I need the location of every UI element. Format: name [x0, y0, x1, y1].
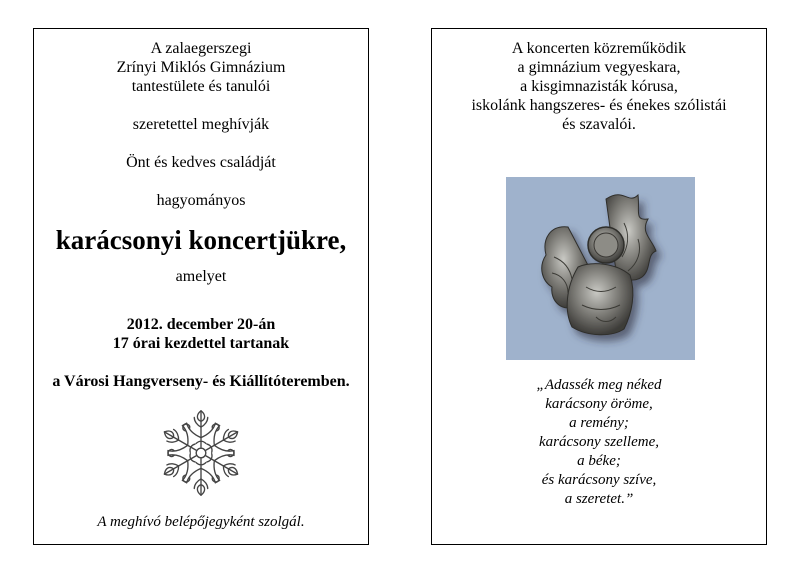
- quote-line-4: karácsony szelleme,: [539, 434, 659, 450]
- performer-soloists: iskolánk hangszeres- és énekes szólistái: [471, 97, 727, 114]
- traditional-line: hagyományos: [156, 192, 246, 209]
- quote-line-6: és karácsony szíve,: [541, 472, 657, 488]
- quote-line-7: a szeretet.”: [564, 491, 634, 507]
- event-venue: a Városi Hangverseny- és Kiállítóteremben.: [52, 373, 350, 390]
- snowflake-icon: [153, 405, 249, 501]
- host-city-line: A zalaegerszegi: [150, 40, 252, 57]
- angel-relief-image: [506, 177, 695, 360]
- performer-reciters: és szavalói.: [562, 116, 636, 133]
- performer-choir: a gimnázium vegyeskara,: [517, 59, 681, 76]
- addressee-line: Önt és kedves családját: [126, 154, 276, 171]
- event-time: 17 órai kezdettel tartanak: [112, 335, 290, 352]
- quote-line-1: „Adassék meg néked: [536, 377, 662, 393]
- quote-line-2: karácsony öröme,: [545, 396, 653, 412]
- quote-line-5: a béke;: [577, 453, 621, 469]
- performers-intro: A koncerten közreműködik: [511, 40, 687, 57]
- invitation-left-page: [33, 28, 369, 545]
- which-line: amelyet: [175, 268, 227, 285]
- invite-verb-line: szeretettel meghívják: [132, 116, 270, 133]
- school-name-line: Zrínyi Miklós Gimnázium: [116, 59, 286, 76]
- quote-line-3: a remény;: [569, 415, 629, 431]
- event-date: 2012. december 20-án: [126, 316, 276, 333]
- hosts-line: tantestülete és tanulói: [131, 78, 271, 95]
- ticket-note: A meghívó belépőjegyként szolgál.: [97, 514, 305, 530]
- invitation-right-page: [431, 28, 767, 545]
- performer-junior-choir: a kisgimnazisták kórusa,: [520, 78, 678, 95]
- event-title: karácsonyi koncertjükre,: [55, 225, 347, 255]
